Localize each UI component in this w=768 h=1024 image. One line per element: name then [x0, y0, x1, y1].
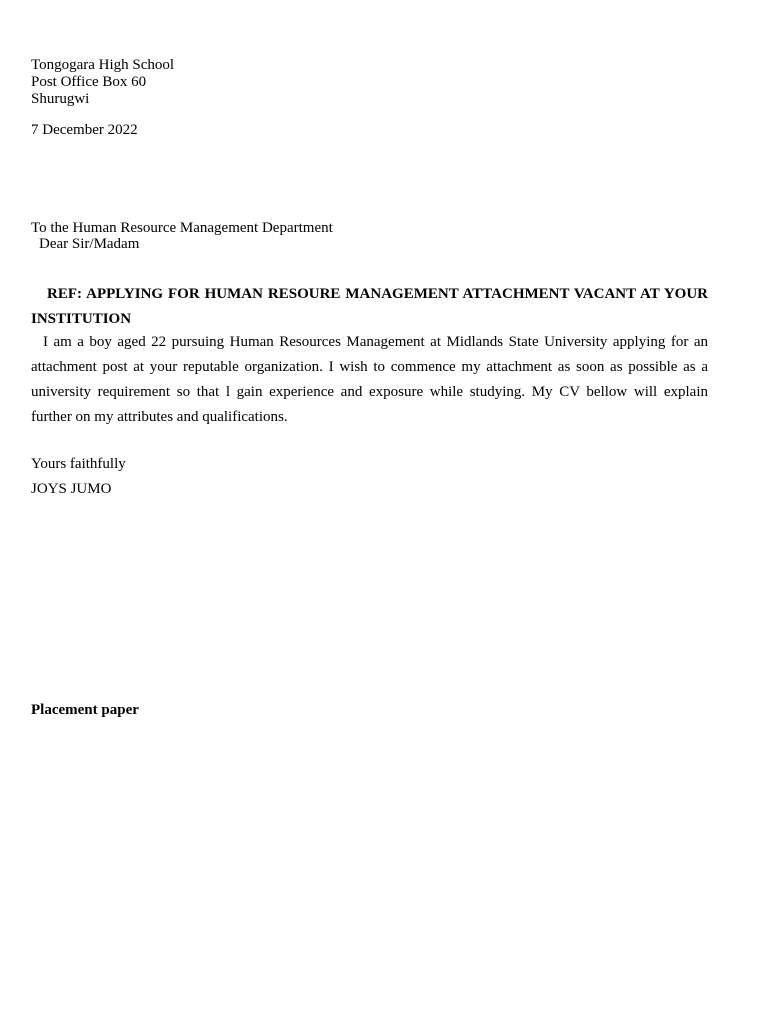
letter-closing	[31, 452, 126, 502]
sender-school: Tongogara High School	[31, 57, 175, 73]
reference-heading: REF: APPLYING FOR HUMAN RESOURE MANAGEMENT ATTACHMENT VACANT AT YOUR INSTITUTION	[31, 286, 708, 327]
sender-town: Shurugwi	[31, 91, 90, 107]
placement-paper-heading: Placement paper	[31, 702, 139, 718]
letter-date: 7 December 2022	[31, 122, 138, 138]
letter-body: I am a boy aged 22 pursuing Human Resources Management at Midlands State University applying for an attachment post at your reputable organization. I wish to commence my attachment as soon as possible as a university requirement so that l gain experience and exposure while studying. My CV bellow will explain further on my attributes and qualifications.	[31, 334, 708, 425]
signer-name: JOYS JUMO	[31, 481, 112, 497]
salutation: Dear Sir/Madam	[39, 236, 140, 252]
sender-po-box: Post Office Box 60	[31, 74, 147, 90]
signoff: Yours faithfully	[31, 456, 126, 472]
recipient-line: To the Human Resource Management Department	[31, 220, 333, 236]
sender-address	[31, 57, 174, 108]
